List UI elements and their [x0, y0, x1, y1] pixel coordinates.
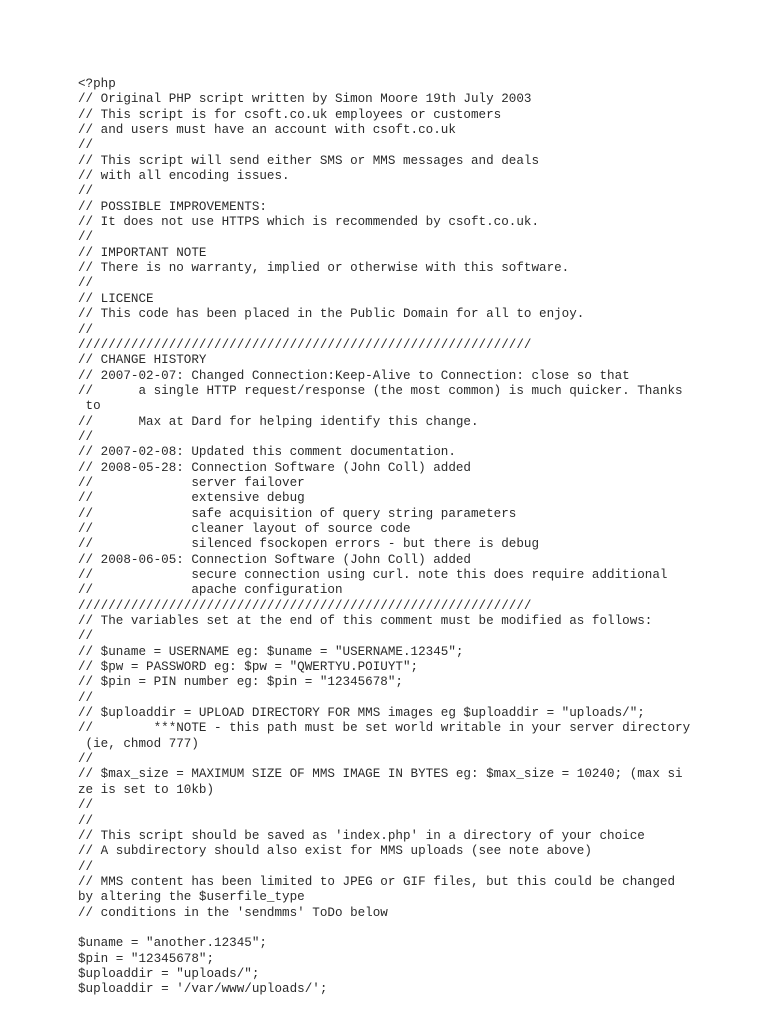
code-line: // POSSIBLE IMPROVEMENTS:	[78, 199, 267, 214]
code-line: // apache configuration	[78, 583, 343, 598]
code-line: $uname = "another.12345";	[78, 936, 267, 951]
code-line: //	[78, 629, 94, 644]
code-line: // There is no warranty, implied or otherwise with this software.	[78, 261, 570, 276]
code-line: // The variables set at the end of this comment must be modified as follows:	[78, 614, 653, 629]
code-line: // $max_size = MAXIMUM SIZE OF MMS IMAGE IN BYTES eg: $max_size = 10240; (max si	[78, 767, 683, 782]
code-line: //	[78, 138, 94, 153]
code-line: //	[78, 276, 94, 291]
code-line: // 2008-06-05: Connection Software (John Coll) added	[78, 552, 471, 567]
code-line: // cleaner layout of source code	[78, 521, 411, 536]
code-line: // $pin = PIN number eg: $pin = "12345678";	[78, 675, 403, 690]
code-line: //	[78, 184, 94, 199]
code-line: //	[78, 752, 94, 767]
code-line: ////////////////////////////////////////////////////////////	[78, 337, 532, 352]
code-line: // ***NOTE - this path must be set world writable in your server directory	[78, 721, 691, 736]
code-line: // with all encoding issues.	[78, 169, 290, 184]
code-line: $uploaddir = '/var/www/uploads/';	[78, 982, 328, 997]
code-line: // conditions in the 'sendmms' ToDo below	[78, 905, 388, 920]
code-line: // MMS content has been limited to JPEG or GIF files, but this could be changed	[78, 874, 676, 889]
code-line: // secure connection using curl. note this does require additional	[78, 568, 668, 582]
code-line: $uploaddir = "uploads/";	[78, 966, 260, 981]
code-line: // silenced fsockopen errors - but there is debug	[78, 537, 540, 552]
code-line: //	[78, 813, 94, 828]
code-line: //	[78, 690, 94, 705]
code-line: // A subdirectory should also exist for MMS uploads (see note above)	[78, 844, 592, 859]
code-line: // $pw = PASSWORD eg: $pw = "QWERTYU.POIUYT";	[78, 660, 419, 675]
code-line: // CHANGE HISTORY	[78, 353, 207, 368]
code-line: // extensive debug	[78, 491, 305, 506]
code-line: $pin = "12345678";	[78, 951, 215, 966]
code-line: // 2008-05-28: Connection Software (John Coll) added	[78, 460, 471, 475]
code-line: // and users must have an account with csoft.co.uk	[78, 123, 456, 138]
code-line: // This script should be saved as 'index.php' in a directory of your choice	[78, 828, 645, 843]
code-line: // IMPORTANT NOTE	[78, 245, 207, 260]
code-line: // LICENCE	[78, 291, 154, 306]
code-line: ze is set to 10kb)	[78, 782, 215, 797]
code-line: // Max at Dard for helping identify this change.	[78, 414, 479, 429]
code-line: // 2007-02-08: Updated this comment documentation.	[78, 445, 456, 460]
code-line: //	[78, 798, 94, 813]
code-line: // Original PHP script written by Simon Moore 19th July 2003	[78, 92, 532, 107]
code-line: ////////////////////////////////////////////////////////////	[78, 598, 532, 613]
code-line: // This script is for csoft.co.uk employees or customers	[78, 107, 502, 122]
code-line: // a single HTTP request/response (the most common) is much quicker. Thanks	[78, 383, 683, 398]
source-code-listing	[78, 77, 718, 998]
code-line: // This code has been placed in the Public Domain for all to enjoy.	[78, 307, 585, 322]
code-line: (ie, chmod 777)	[78, 736, 199, 751]
code-line: // $uname = USERNAME eg: $uname = "USERNAME.12345";	[78, 644, 464, 659]
code-line: // It does not use HTTPS which is recommended by csoft.co.uk.	[78, 215, 540, 230]
code-line: to	[78, 399, 101, 414]
code-line	[78, 921, 718, 936]
code-line: // 2007-02-07: Changed Connection:Keep-Alive to Connection: close so that	[78, 368, 630, 383]
code-line: //	[78, 322, 94, 337]
code-line: // This script will send either SMS or MMS messages and deals	[78, 153, 540, 168]
code-line: <?php	[78, 77, 116, 91]
code-line: // $uploaddir = UPLOAD DIRECTORY FOR MMS images eg $uploaddir = "uploads/";	[78, 706, 645, 721]
code-line: //	[78, 859, 94, 874]
code-line: by altering the $userfile_type	[78, 890, 305, 905]
code-line: // safe acquisition of query string parameters	[78, 506, 517, 521]
code-line: //	[78, 429, 94, 444]
code-line: // server failover	[78, 475, 305, 490]
code-line: //	[78, 230, 94, 245]
